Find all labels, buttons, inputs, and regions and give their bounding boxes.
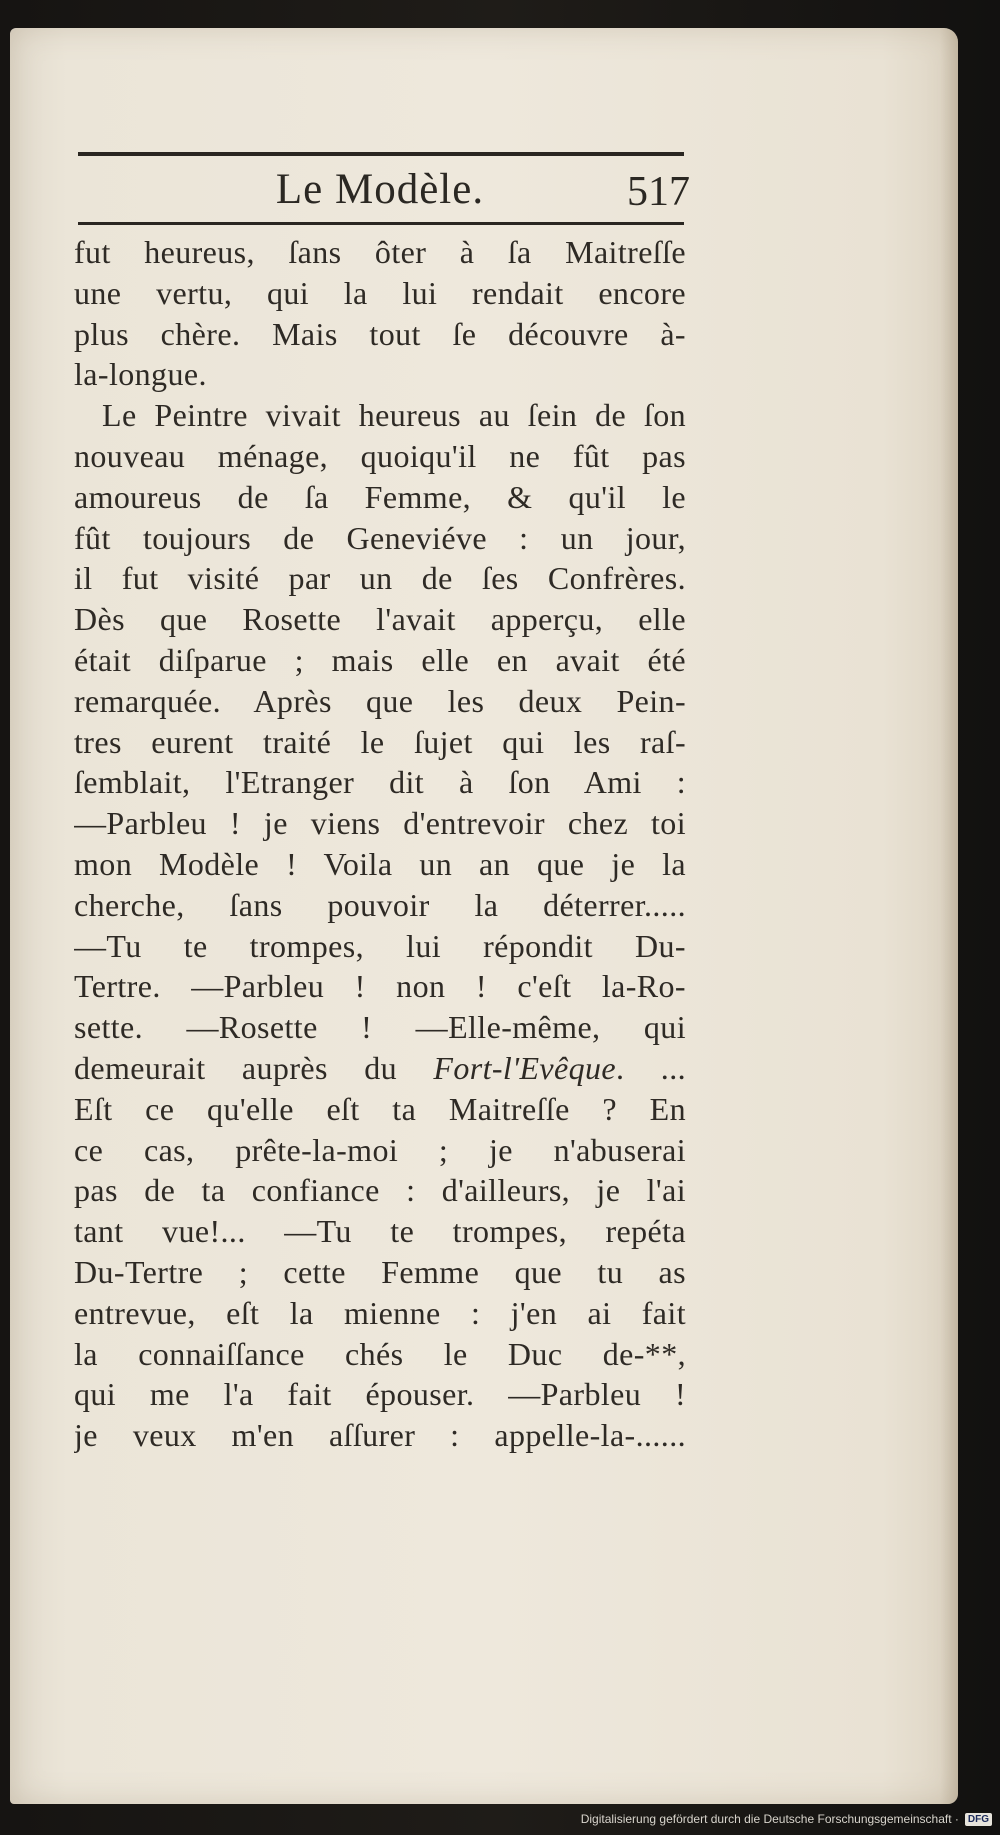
text-line: fût toujours de Geneviéve : un jour, [74, 519, 686, 556]
text-segment: demeurait auprès du [74, 1049, 434, 1086]
text-line: la-longue. [74, 356, 207, 393]
text-line: remarquée. Après que les deux Pein- [74, 682, 686, 719]
text-line: pas de ta confiance : d'ailleurs, je l'ai [74, 1172, 686, 1209]
running-title: Le Modèle. [275, 166, 485, 213]
text-line: nouveau ménage, quoiqu'il ne fût pas [74, 437, 686, 474]
text-line: sette. —Rosette ! —Elle-même, qui [74, 1009, 686, 1046]
text-line: mon Modèle ! Voila un an que je la [74, 845, 686, 882]
text-line: fut heureus, ſans ôter à ſa Maitreſſe [74, 234, 686, 270]
text-line: tant vue!... —Tu te trompes, repéta [74, 1213, 686, 1250]
text-line: Tertre. —Parbleu ! non ! c'eſt la-Ro- [74, 968, 686, 1005]
text-line: je veux m'en aſſurer : appelle-la-...... [74, 1417, 686, 1454]
text-line: une vertu, qui la lui rendait encore [74, 274, 686, 311]
text-line: tres eurent traité le ſujet qui les raſ- [74, 723, 686, 760]
dfg-logo: DFG [965, 1813, 992, 1826]
text-line: plus chère. Mais tout ſe découvre à- [74, 315, 686, 352]
text-line: Le Peintre vivait heureus au ſein de ſon [102, 397, 686, 434]
text-line: était diſparue ; mais elle en avait été [74, 641, 686, 678]
text-line-italic [74, 1048, 686, 1089]
text-line: la connaiſſance chés le Duc de-**, [74, 1335, 686, 1372]
page-edge [940, 28, 958, 1804]
text-segment: . ... [616, 1049, 686, 1086]
text-line: amoureus de ſa Femme, & qu'il le [74, 478, 686, 515]
text-line: —Tu te trompes, lui répondit Du- [74, 927, 686, 964]
digitization-footer [581, 1809, 992, 1829]
text-line: il fut visité par un de ſes Confrères. [74, 560, 686, 597]
header-rule-bottom [78, 222, 684, 225]
page-number: 517 [627, 169, 690, 215]
text-line: Dès que Rosette l'avait apperçu, elle [74, 601, 686, 638]
text-line: Eſt ce qu'elle eſt ta Maitreſſe ? En [74, 1090, 686, 1127]
text-line: —Parbleu ! je viens d'entrevoir chez toi [74, 805, 686, 842]
text-line: entrevue, eſt la mienne : j'en ai fait [74, 1294, 686, 1331]
text-line: ce cas, prête-la-moi ; je n'abuserai [74, 1131, 686, 1168]
place-name: Fort-l'Evêque [433, 1049, 617, 1086]
text-line: qui me l'a fait épouser. —Parbleu ! [74, 1376, 686, 1413]
header-rule-top [78, 152, 684, 156]
text-line: ſemblait, l'Etranger dit à ſon Ami : [74, 764, 686, 801]
funding-credit: Digitalisierung gefördert durch die Deutsche Forschungsgemeinschaft · [580, 1812, 959, 1826]
text-line: cherche, ſans pouvoir la déterrer..... [74, 886, 686, 923]
text-line: Du-Tertre ; cette Femme que tu as [74, 1253, 686, 1290]
body-text [74, 232, 686, 1456]
